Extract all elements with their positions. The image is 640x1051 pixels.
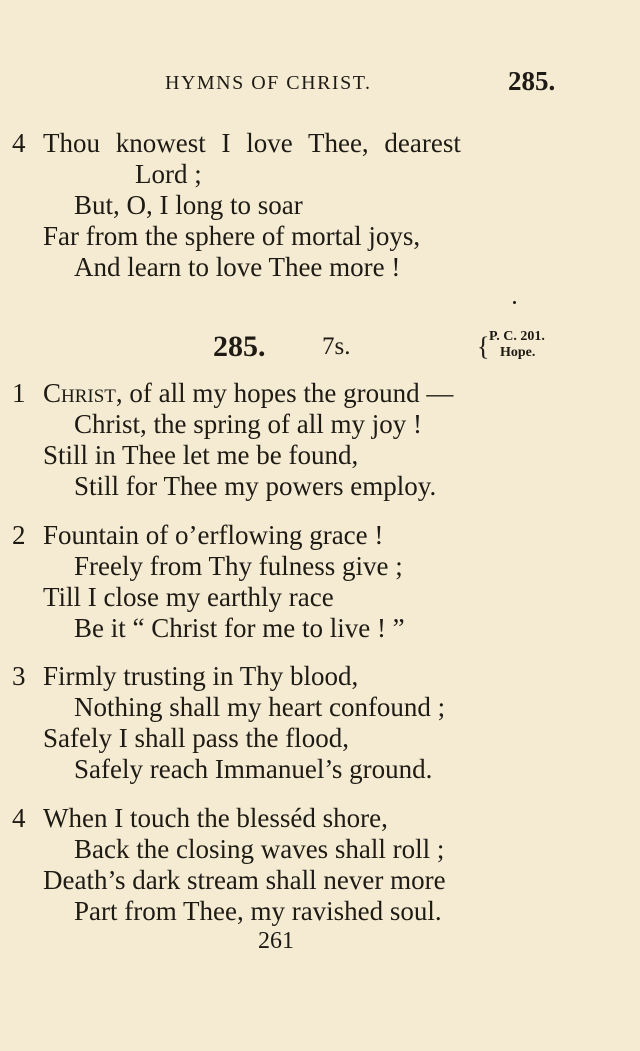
stanza-line: And learn to love Thee more ! xyxy=(74,252,401,282)
stanza-number: 1 xyxy=(12,378,26,408)
running-header-title: HYMNS OF CHRIST. xyxy=(165,72,372,94)
stanza-line: Back the closing waves shall roll ; xyxy=(74,834,445,864)
print-speck xyxy=(513,301,516,304)
stanza-line: Still for Thee my powers employ. xyxy=(74,471,437,501)
stanza-number: 2 xyxy=(12,520,26,550)
stanza-number: 3 xyxy=(12,661,26,691)
stanza-line: Safely I shall pass the flood, xyxy=(43,723,349,753)
stanza-line: Christ, the spring of all my joy ! xyxy=(74,409,422,439)
brace-icon: { xyxy=(477,332,490,361)
stanza-first-word: Christ xyxy=(43,378,116,408)
signature-mark: 261 xyxy=(258,928,294,954)
hymn-number: 285. xyxy=(213,330,266,363)
stanza-number: 4 xyxy=(12,128,26,158)
stanza-line: When I touch the blesséd shore, xyxy=(43,803,388,833)
stanza-line: Part from Thee, my ravished soul. xyxy=(74,896,442,926)
stanza-line: Safely reach Immanuel’s ground. xyxy=(74,754,433,784)
stanza-number: 4 xyxy=(12,803,26,833)
hymn-meter: 7s. xyxy=(322,333,351,360)
stanza-line-rest: , of all my hopes the ground — xyxy=(115,378,454,408)
stanza-line: Far from the sphere of mortal joys, xyxy=(43,221,421,251)
stanza-line: Till I close my earthly race xyxy=(43,582,334,612)
tune-name: Hope. xyxy=(500,345,536,360)
stanza-line: Death’s dark stream shall never more xyxy=(43,865,446,895)
running-header-page-number: 285. xyxy=(508,66,556,96)
stanza-line xyxy=(43,378,453,408)
stanza-line: Firmly trusting in Thy blood, xyxy=(43,661,359,691)
tune-reference: P. C. 201. xyxy=(489,329,545,344)
stanza-line: Freely from Thy fulness give ; xyxy=(74,551,403,581)
stanza-line: Be it “ Christ for me to live ! ” xyxy=(74,613,405,643)
stanza-line: Still in Thee let me be found, xyxy=(43,440,359,470)
stanza-line: Lord ; xyxy=(135,159,202,189)
stanza-line: Nothing shall my heart confound ; xyxy=(74,692,446,722)
stanza-line: But, O, I long to soar xyxy=(74,190,303,220)
stanza-line: Thou knowest I love Thee, dearest xyxy=(43,128,461,158)
stanza-line: Fountain of o’erflowing grace ! xyxy=(43,520,384,550)
